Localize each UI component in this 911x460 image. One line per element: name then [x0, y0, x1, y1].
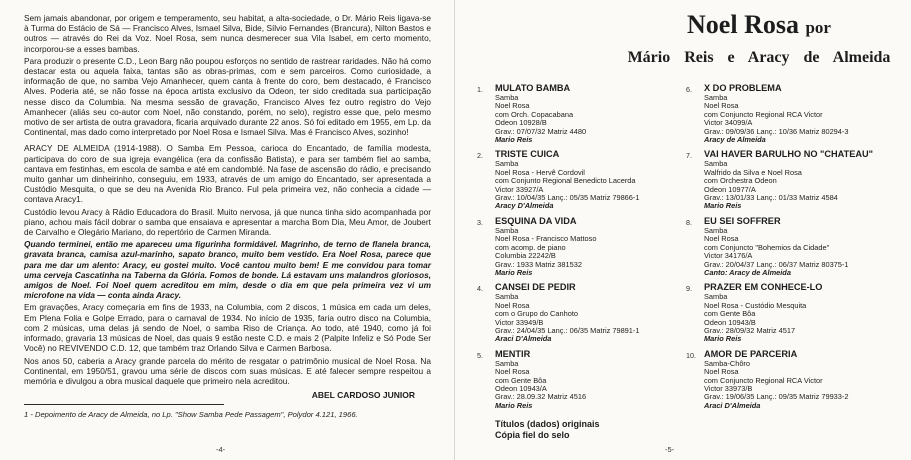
track-number: 1. — [477, 85, 483, 94]
track-info-line: Noel Rosa — [495, 367, 530, 377]
track-title: MULATO BAMBA — [495, 83, 571, 93]
track-info-line: com Conjuncto "Bohemios da Cidade" — [704, 242, 830, 252]
track-number: 5. — [477, 350, 483, 360]
track-info-line: Columbia 22242/B — [495, 251, 556, 261]
paragraph-7: Nos anos 50, caberia a Aracy grande parcela do mérito de resgatar o patrimônio musical de Noel Rosa. Na Continental, em 1950/51, gravou uma série de discos com suas músicas. E até falecer sempre respeitou a memória e divulgou a obra musical daquele que primeiro nela acreditou. — [24, 355, 431, 386]
track-info-line: Samba — [704, 225, 728, 235]
track-title: ESQUINA DA VIDA — [495, 215, 577, 226]
track-info-line: Walfrido da Silva e Noel Rosa — [704, 167, 802, 177]
paragraph-5: Quando terminei, então me apareceu uma figurinha formidável. Magrinho, de terno de flanela branca, gravata branca, camisa azul-marinho, sapato branco, muito bem vestido. Era Noel Rosa, parece que para me dar um alento: Aracy, eu gostei muito. Você cantou muito bem! E me convidou para tomar uma cerveja Cascatinha na Taberna da Glória. Fomos de bonde. Lá estavam uns malandros gloriosos, amigos de Noel. Foi Noel quem acreditou em mim, desde o dia em que pela primeira vez vi um microfone na vida — conta ainda Aracy. — [24, 239, 431, 301]
track-performer: Mario Reis — [495, 400, 533, 410]
track-entry — [686, 216, 891, 277]
track-info-line: com Conjunto Regional Benedicto Lacerda — [495, 176, 636, 186]
track-entry — [686, 349, 891, 410]
track-info-line: com Conjuncto Regional RCA Victor — [704, 109, 823, 119]
track-details — [704, 282, 891, 343]
track-title: CANSEI DE PEDIR — [495, 282, 576, 293]
footnote: 1 - Depoimento de Aracy de Almeida, no Lp. "Show Samba Pede Passagem", Polydor 4.121, 1966. — [24, 410, 358, 420]
track-performer: Aracy de Almeida — [704, 135, 766, 145]
track-title: X DO PROBLEMA — [704, 83, 782, 93]
paragraph-2: Para produzir o presente C.D., Leon Barg não poupou esforços no sentido de rastrear raridades. Não há como destacar esta ou aquela faixa, tantas são as obras-primas, com e sem parceiros. Como curiosidade, a informação de que, no samba Vejo Amanhecer, quem canta à frente do coro, bem destacado, é Francisco Alves. Poderia até, se não fosse na época artista exclusivo da Odeon, ter sido creditada sua participação nesse disco da Columbia. Na mesma sessão de gravação, Francisco Alves fez outro registro do Vejo Amanhecer (aliás seu co-autor com Noel, não constando, porém, no selo), registro esse que, pelo mesmo motivo de ser artista de outra gravadora, ficaria arquivado durante 22 anos. Só foi editado em 1955, em Lp. da Continental, mas dado como interpretado por Noel Rosa e Ismael Silva. Mas é Francisco Alves, sozinho! — [24, 55, 431, 138]
track-entry — [686, 282, 891, 343]
track-details — [495, 349, 682, 410]
track-info-line: Odeon 10928/B — [495, 118, 547, 128]
track-details — [495, 83, 682, 144]
track-info-line: Grav.: 09/09/36 Lanç.: 10/36 Matriz 80294-3 — [704, 126, 849, 136]
track-title: MENTIR — [495, 348, 531, 359]
track-column-right — [686, 83, 891, 415]
track-info-line: Noel Rosa — [495, 300, 530, 310]
right-page — [455, 0, 911, 460]
note-line-2: Cópia fiel do selo — [495, 430, 570, 441]
track-number: 7. — [686, 151, 692, 161]
track-performer: Mario Reis — [704, 201, 742, 211]
title-por: por — [805, 18, 831, 37]
track-info-line: Victor 33949/B — [495, 317, 544, 327]
track-details — [704, 216, 891, 277]
track-entry — [477, 149, 682, 210]
track-info-line: Grav.: 1933 Matriz 381532 — [495, 259, 582, 269]
track-info-line: Grav.: 28.09.32 Matriz 4516 — [495, 392, 587, 402]
track-number: 6. — [686, 85, 692, 94]
track-info-line: com Orchestra Odeon — [704, 176, 777, 186]
track-entry — [686, 83, 891, 144]
track-entry — [477, 282, 682, 343]
paragraph-4: Custódio levou Aracy à Rádio Educadora do Brasil. Muito nervosa, já que nunca tinha sido acompanhada por piano, achou mais fácil dobrar o samba que ensaiava e apresentar a marcha Bom Dia, Meu Amor, de Joubert de Carvalho e Olegário Mariano, do repertório de Carmen Miranda. — [24, 206, 431, 238]
track-info-line: Noel Rosa — [495, 101, 530, 111]
track-info-line: Samba — [704, 292, 728, 302]
label-note — [495, 419, 901, 441]
track-performer: Aracy D'Almeida — [495, 201, 554, 211]
track-title: VAI HAVER BARULHO NO "CHATEAU" — [704, 149, 873, 160]
track-info-line: com Gente Bôa — [495, 375, 547, 385]
track-info-line: Noel Rosa - Francisco Mattoso — [495, 234, 597, 244]
track-info-line: Grav.: 10/04/35 Lanç.: 05/35 Matriz 79866-1 — [495, 193, 640, 203]
track-list — [477, 83, 901, 415]
track-info-line: Victor 33927/A — [495, 184, 544, 194]
track-info-line: Samba — [495, 159, 519, 169]
author-signature: ABEL CARDOSO JUNIOR — [311, 390, 415, 401]
paragraph-6: Em gravações, Aracy começaria em fins de 1933, na Columbia, com 2 discos, 1 música em cada um deles, Em Plena Folia e Golpe Errado, para o carnaval de 1934. No início de 1935, faria outro disco na Columbia, com 2 músicas, uma delas já sendo de Noel, o samba Riso de Criança. Ao todo, até 1940, como já foi informado, gravaria 13 músicas de Noel, das quais 9 estão neste C.D. e mais 2 (Palpite Infeliz e Só Pode Ser Você) no REVIVENDO C.D. 12, que também traz Orlando Silva e Carmen Barbosa. — [24, 302, 431, 354]
track-info-line: Noel Rosa — [704, 101, 739, 111]
track-number: 2. — [477, 151, 483, 161]
page-number-right: -5- — [665, 445, 675, 454]
track-performer: Mario Reis — [704, 334, 742, 344]
track-info-line: Odeon 10977/A — [704, 184, 756, 194]
note-line-1: Títulos (dados) originais — [495, 419, 600, 430]
track-info-line: com o Grupo do Canhoto — [495, 309, 578, 319]
track-info-line: Noel Rosa — [704, 367, 739, 377]
track-info-line: Victor 33973/B — [704, 383, 753, 393]
track-details — [704, 349, 891, 410]
left-page — [0, 0, 455, 460]
track-number: 10. — [686, 350, 696, 360]
track-info-line: Grav.: 24/04/35 Lanç.: 06/35 Matriz 79891-1 — [495, 325, 640, 335]
track-number: 4. — [477, 284, 483, 294]
track-info-line: com Orch. Copacabana — [495, 109, 574, 119]
track-info-line: Odeon 10943/A — [495, 383, 547, 393]
track-info-line: Samba-Chôro — [704, 358, 751, 368]
track-info-line: Samba — [495, 93, 519, 102]
paragraph-3: ARACY DE ALMEIDA (1914-1988). O Samba Em Pessoa, carioca do Encantado, de família modesta, participava do coro de sua igreja evangélica (era da confissão Batista), e para ser também fiel ao samba, cantava em festinhas, em escola de samba e até em candomblé. Na fase de ascensão do rádio, e precisando muito ganhar um dinheirinho, conseguiu, em 1933, através de um amigo do Encantado, ser apresentada a Custódio Mesquita, o que se deu na Avenida Rio Branco. Ful pela primeira vez, não conhecia a cidade — contava Aracy1. — [24, 143, 431, 205]
track-info-line: com acomp. de piano — [495, 242, 566, 252]
track-details — [704, 149, 891, 210]
track-title: PRAZER EM CONHECE-LO — [704, 282, 823, 293]
track-info-line: Noel Rosa - Hervê Cordovil — [495, 167, 585, 177]
track-info-line: Victor 34099/A — [704, 118, 753, 128]
track-performer: Canto: Aracy de Almeida — [704, 267, 791, 277]
track-info-line: Samba — [495, 225, 519, 235]
track-details — [704, 83, 891, 144]
track-column-left — [477, 83, 682, 415]
track-info-line: Grav.: 07/07/32 Matriz 4480 — [495, 126, 587, 136]
track-details — [495, 149, 682, 210]
track-entry — [686, 149, 891, 210]
track-title: EU SEI SOFFRER — [704, 215, 781, 226]
track-info-line: Noel Rosa - Custódio Mesquita — [704, 300, 807, 310]
track-entry — [477, 83, 682, 144]
track-info-line: Grav.: 19/06/35 Lanç.: 09/35 Matriz 79933-2 — [704, 392, 849, 402]
track-number: 8. — [686, 217, 692, 227]
title-performers: Mário Reis e Aracy de Almeida — [627, 49, 891, 66]
track-entry — [477, 216, 682, 277]
track-info-line: Samba — [704, 93, 728, 102]
page-number-left: -4- — [216, 445, 226, 454]
track-performer: Mario Reis — [495, 135, 533, 145]
track-entry — [477, 349, 682, 410]
track-details — [495, 282, 682, 343]
track-number: 3. — [477, 217, 483, 227]
album-title — [617, 10, 901, 69]
title-artist: Noel Rosa — [687, 10, 799, 39]
track-title: AMOR DE PARCERIA — [704, 348, 798, 359]
track-info-line: Grav.: 13/01/33 Lanç.: 01/33 Matriz 4584 — [704, 193, 838, 203]
footnote-divider — [24, 404, 224, 405]
track-info-line: com Gente Bôa — [704, 309, 756, 319]
track-info-line: Samba — [495, 358, 519, 368]
track-performer: Araci D'Almeida — [495, 334, 552, 344]
track-info-line: Victor 34176/A — [704, 251, 753, 261]
paragraph-1: Sem jamais abandonar, por origem e temperamento, seu habitat, a alta-sociedade, o Dr. Mário Reis ligava-se à Turma do Estácio de Sá — Francisco Alves, Ismael Silva, Bide, Sílvio Fernandes (Brancura), Nilton Bastos e outros — através do Rei da Voz. Noel Rosa, sem nunca desmerecer sua Vila Isabel, em certo momento, incorporou-se a esses bambas. — [24, 13, 431, 54]
track-info-line: com Conjuncto Regional RCA Victor — [704, 375, 823, 385]
track-number: 9. — [686, 284, 692, 294]
track-info-line: Samba — [495, 292, 519, 302]
track-info-line: Noel Rosa — [704, 234, 739, 244]
track-info-line: Grav.: 28/09/32 Matriz 4517 — [704, 325, 796, 335]
track-performer: Mario Reis — [495, 267, 533, 277]
track-performer: Araci D'Almeida — [704, 400, 761, 410]
track-title: TRISTE CUICA — [495, 149, 560, 160]
track-info-line: Odeon 10943/B — [704, 317, 756, 327]
track-details — [495, 216, 682, 277]
track-info-line: Grav.: 20/04/37 Lanç.: 06/37 Matriz 80375-1 — [704, 259, 849, 269]
track-info-line: Samba — [704, 159, 728, 169]
